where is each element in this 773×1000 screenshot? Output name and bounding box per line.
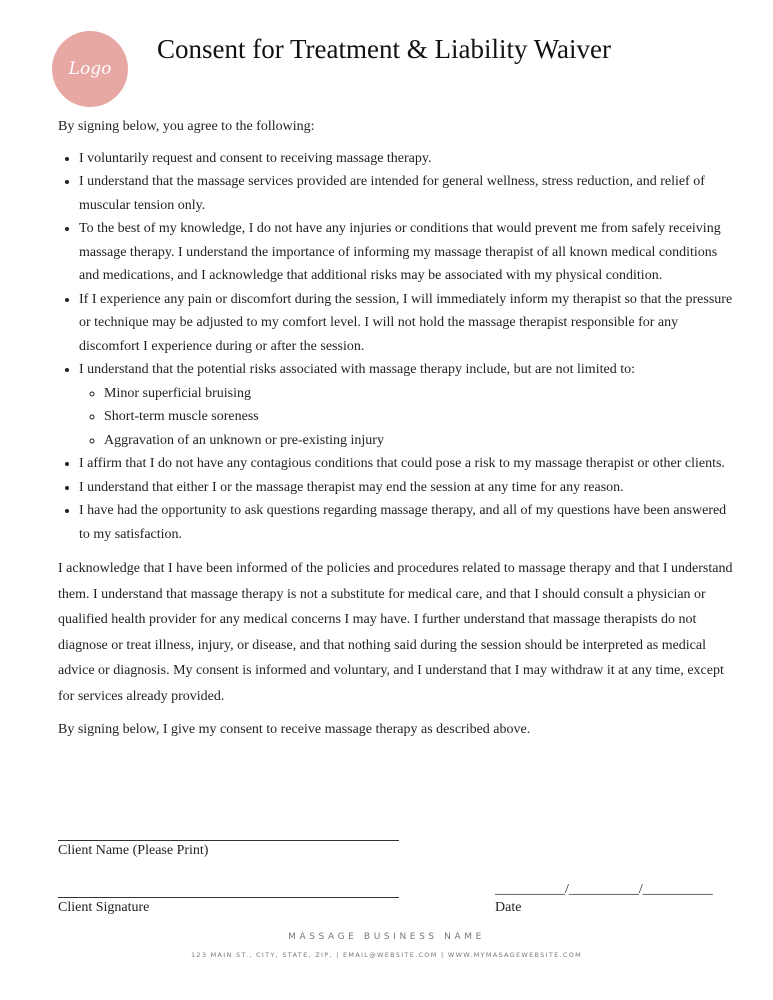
date-label: Date: [495, 900, 522, 915]
risk-item: ◦ Minor superficial bruising: [104, 382, 738, 406]
risks-intro: I understand that the potential risks associated with massage therapy include, but are not limited to:: [79, 362, 635, 377]
agreement-item: • I have had the opportunity to ask questions regarding massage therapy, and all of my questions have been answered to my satisfaction.: [79, 499, 738, 546]
document-body: [58, 115, 738, 742]
agreement-item: • I voluntarily request and consent to receiving massage therapy.: [79, 147, 738, 171]
agreement-item: • If I experience any pain or discomfort during the session, I will immediately inform my therapist so that the pressure or technique may be adjusted to my comfort level. I will not hold the massage therapist responsible for any discomfort I experience during or after the session.: [79, 288, 738, 359]
date-field[interactable]: __________/__________/__________: [495, 882, 713, 897]
agreement-item: • I understand that the massage services provided are intended for general wellness, stress reduction, and relief of muscular tension only.: [79, 170, 738, 217]
agreement-item: • I understand that either I or the massage therapist may end the session at any time for any reason.: [79, 476, 738, 500]
agreement-list: [58, 147, 738, 547]
agreement-item: • I affirm that I do not have any contagious conditions that could pose a risk to my massage therapist or other clients.: [79, 452, 738, 476]
agreement-item-risks: [79, 358, 738, 452]
logo-text: Logo: [68, 59, 112, 79]
acknowledgement-paragraph: I acknowledge that I have been informed of the policies and procedures related to massage therapy and that I understand them. I understand that massage therapy is not a substitute for medical care, and that I should consult a physician or qualified health provider for any medical concerns I may have. I further understand that massage therapists do not diagnose or treat illness, injury, or disease, and that nothing said during the session should be interpreted as medical advice or diagnosis. My consent is informed and voluntary, and I understand that I may withdraw it at any time, except for services already provided.: [58, 561, 733, 704]
client-name-label: Client Name (Please Print): [58, 843, 209, 858]
footer-business-name: MASSAGE BUSINESS NAME: [288, 932, 485, 942]
risks-list: [79, 382, 738, 453]
page-title: Consent for Treatment & Liability Waiver: [157, 34, 612, 64]
logo: [52, 31, 128, 107]
risk-item: ◦ Aggravation of an unknown or pre-existing injury: [104, 429, 738, 453]
intro-text: By signing below, you agree to the following:: [58, 119, 315, 134]
client-signature-line[interactable]: [58, 897, 399, 898]
footer-contact-info: 123 MAIN ST., CITY, STATE, ZIP, | EMAIL@WEBSITE.COM | WWW.MYMASAGEWEBSITE.COM: [190, 951, 583, 959]
agreement-item: • To the best of my knowledge, I do not have any injuries or conditions that would prevent me from safely receiving massage therapy. I understand the importance of informing my massage therapist of all known medical conditions and medications, and I acknowledge that additional risks may be associated with my physical condition.: [79, 217, 738, 288]
client-name-line[interactable]: [58, 840, 399, 841]
client-signature-label: Client Signature: [58, 900, 150, 915]
risk-item: ◦ Short-term muscle soreness: [104, 405, 738, 429]
consent-statement: By signing below, I give my consent to receive massage therapy as described above.: [58, 722, 531, 737]
